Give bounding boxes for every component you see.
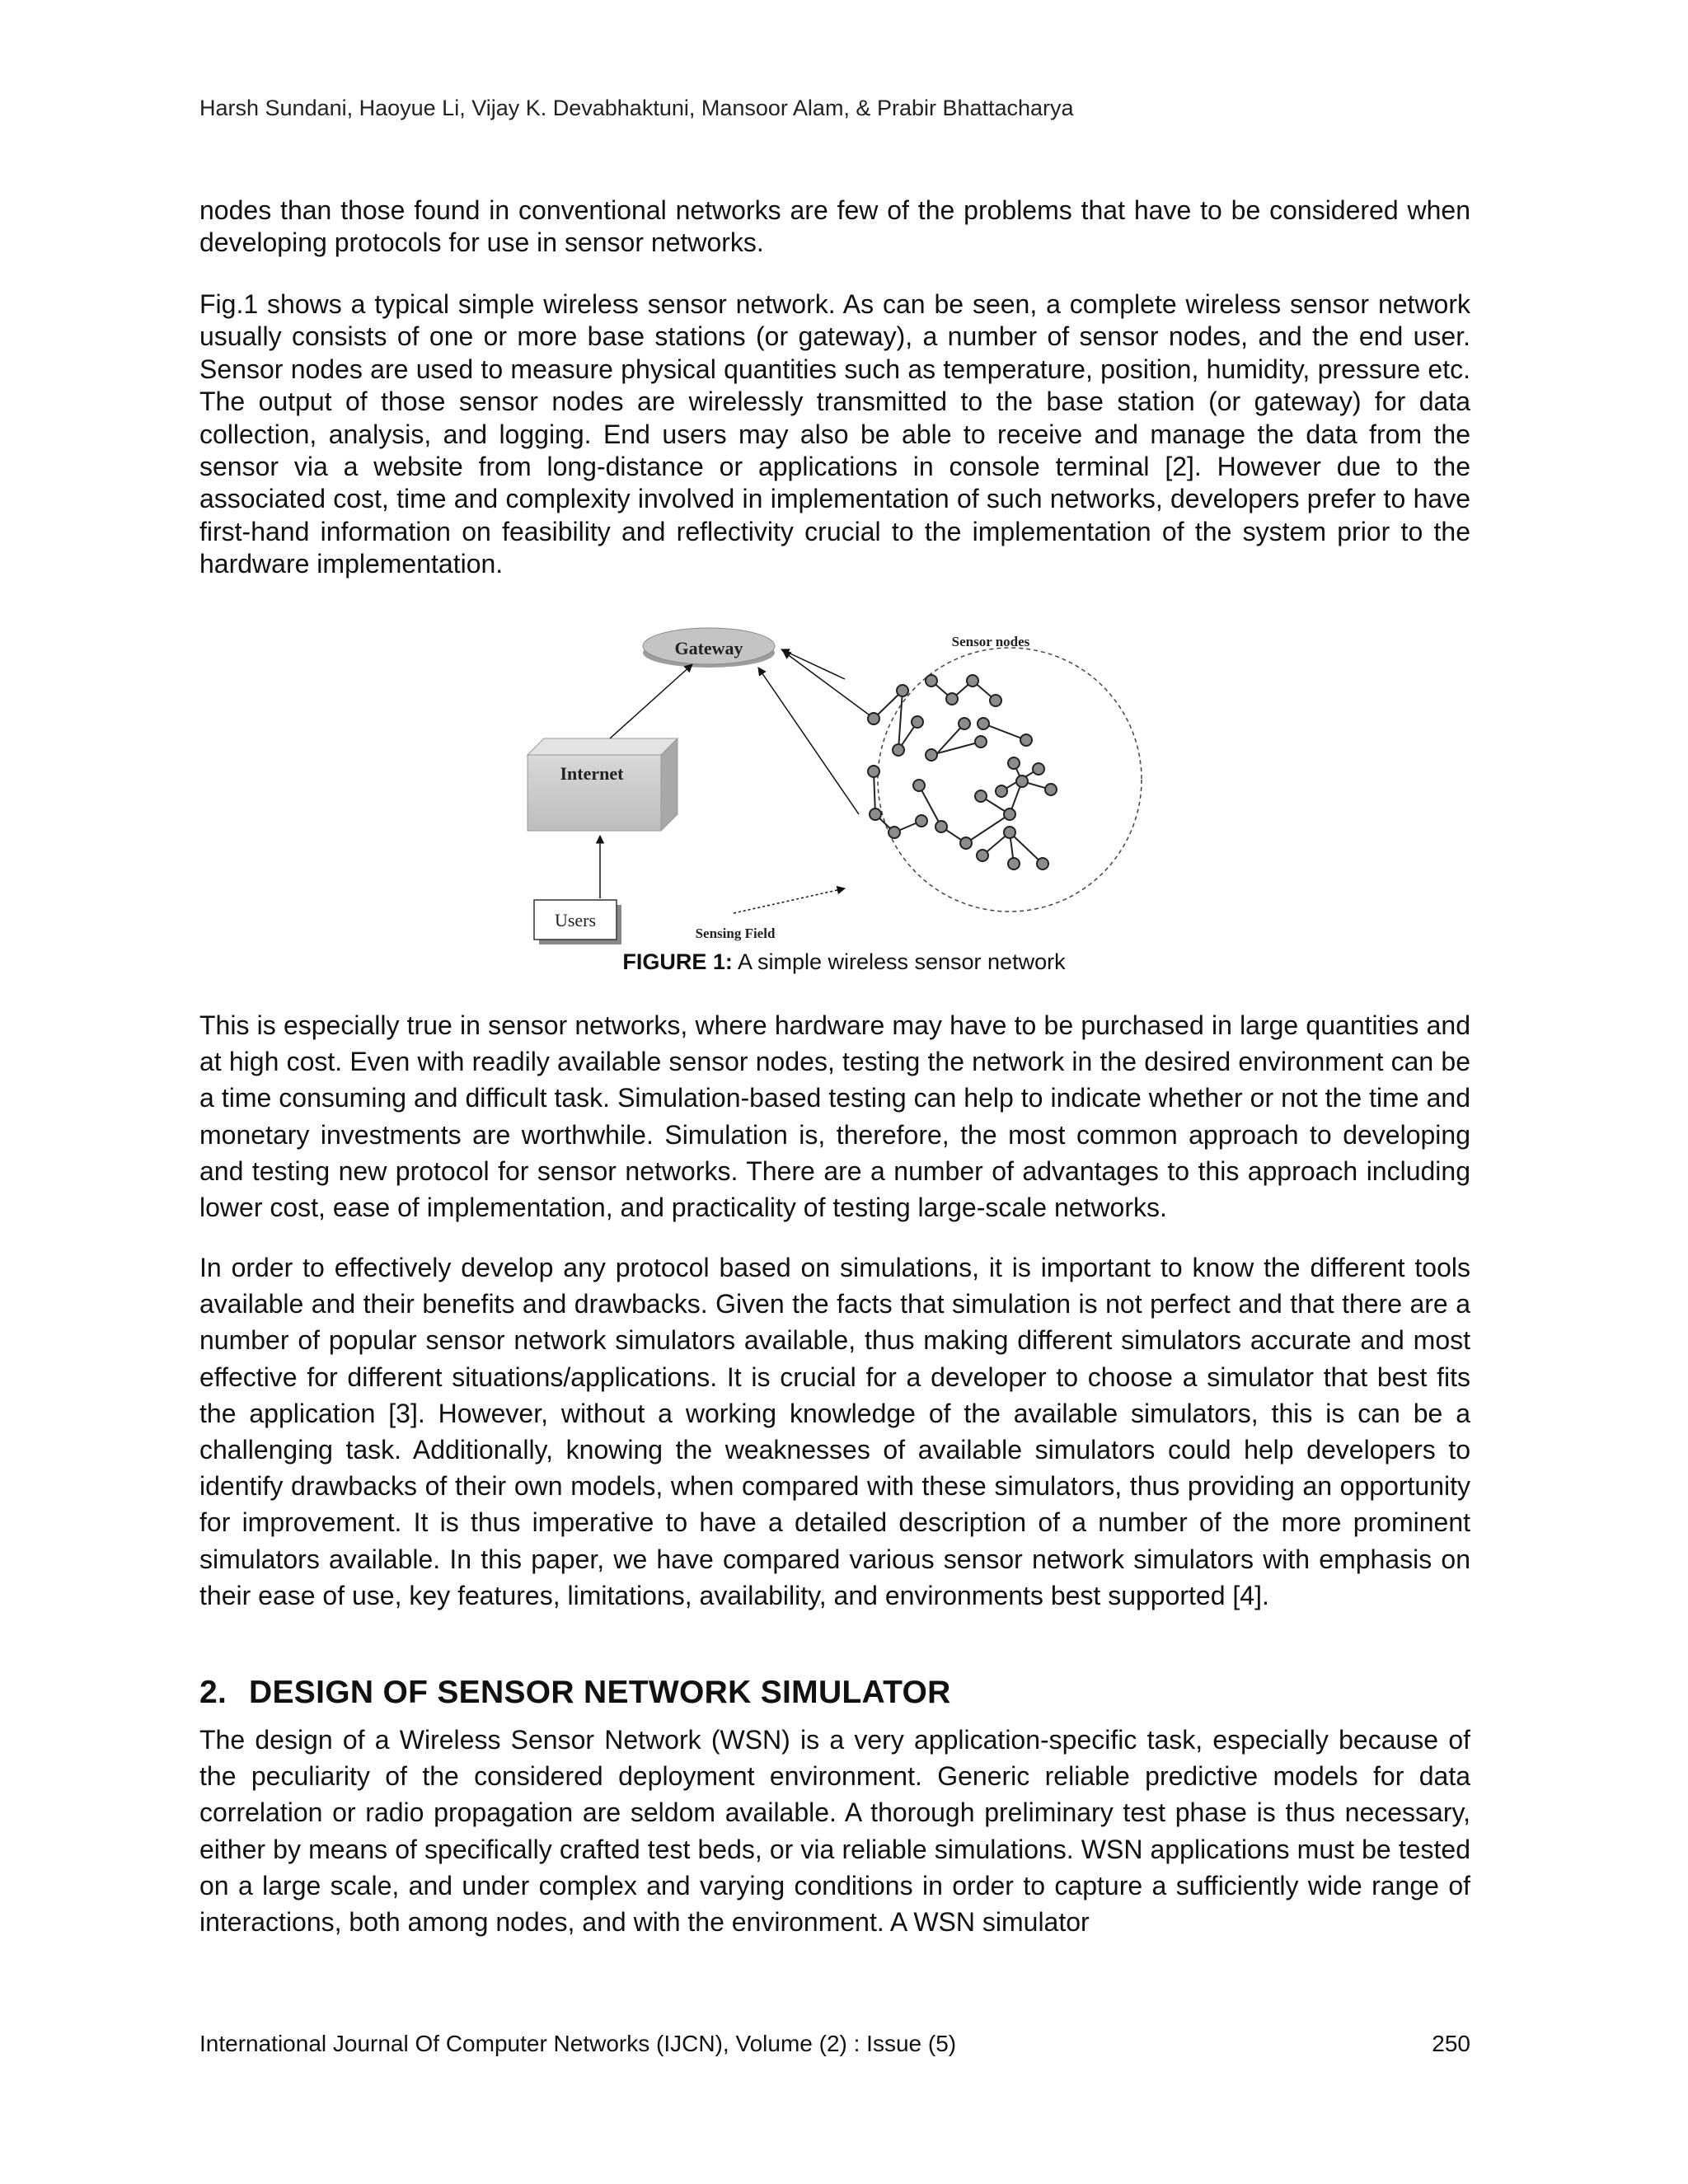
sensor-nodes-label: Sensor nodes: [951, 634, 1030, 649]
caption-label: FIGURE 1:: [622, 949, 733, 974]
sensor-links: [874, 681, 1051, 864]
caption-text: A simple wireless sensor network: [737, 949, 1066, 974]
users-box: [534, 900, 621, 944]
arrow-sensors-gateway-2: [783, 651, 872, 717]
sensor-nodes: [868, 675, 1057, 869]
page-footer: [199, 2031, 1470, 2057]
figure-1: [519, 616, 1179, 946]
section-number: 2.: [199, 1675, 227, 1710]
running-header: Harsh Sundani, Haoyue Li, Vijay K. Devabhaktuni, Mansoor Alam, & Prabir Bhattacharya: [199, 96, 1074, 120]
sensing-field-pointer: [734, 888, 845, 913]
section-heading: [199, 1675, 1470, 1711]
journal-citation: International Journal Of Computer Networks (IJCN), Volume (2) : Issue (5): [199, 2031, 957, 2056]
paragraph-text: The design of a Wireless Sensor Network (WSN) is a very application-specific task, especially because of the peculiarity of the considered deployment environment. Generic reliable predictive models for data correlation or radio propagation are seldom available. A thorough preliminary test phase is thus necessary, either by means of specifically crafted test beds, or via reliable simulations. WSN applications must be tested on a large scale, and under complex and varying conditions in order to capture a sufficiently wide range of interactions, both among nodes, and with the environment. A WSN simulator: [199, 1725, 1470, 1938]
arrow-internet-gateway: [610, 664, 692, 738]
arrow-sensors-gateway-1: [781, 649, 845, 679]
internet-label: Internet: [560, 763, 624, 784]
paragraph-text: In order to effectively develop any protocol based on simulations, it is important to know the different tools available and their benefits and drawbacks. Given the facts that simulation is not perfect and that there are a number of popular sensor network simulators available, thus making different simulators accurate and most effective for different situations/applications. It is crucial for a developer to choose a simulator that best fits the application [3]. However, without a working knowledge of the available simulators, this is can be a challenging task. Additionally, knowing the weaknesses of available simulators could help developers to identify drawbacks of their own models, when compared with these simulators, thus providing an opportunity for improvement. It is thus imperative to have a detailed description of a number of the more prominent simulators available. In this paper, we have compared various sensor network simulators with emphasis on their ease of use, key features, limitations, availability, and environments best supported [4].: [199, 1253, 1470, 1610]
figure-caption: [0, 949, 1688, 975]
gateway-node: [643, 628, 775, 668]
arrow-sensors-gateway-3: [758, 668, 859, 814]
gateway-label: Gateway: [674, 638, 743, 658]
users-label: Users: [554, 910, 597, 930]
sensing-field-label: Sensing Field: [695, 926, 776, 941]
body-paragraph-4: [199, 1249, 1470, 1614]
body-paragraph-5: [199, 1722, 1470, 1940]
page-number: 250: [1432, 2031, 1470, 2056]
paragraph-text: Fig.1 shows a typical simple wireless sensor network. As can be seen, a complete wireless sensor network usually consists of one or more base stations (or gateway), a number of sensor nodes, and the end user. Sensor nodes are used to measure physical quantities such as temperature, position, humidity, pressure etc. The output of those sensor nodes are wirelessly transmitted to the base station (or gateway) for data collection, analysis, and logging. End users may also be able to receive and manage the data from the sensor via a website from long-distance or applications in console terminal [2]. However due to the associated cost, time and complexity involved in implementation of such networks, developers prefer to have first-hand information on feasibility and reflectivity crucial to the implementation of the system prior to the hardware implementation.: [199, 289, 1470, 579]
paragraph-text: nodes than those found in conventional networks are few of the problems that have to be considered when developing protocols for use in sensor networks.: [199, 195, 1470, 258]
internet-box: [528, 738, 678, 831]
body-paragraph-2: [199, 288, 1470, 581]
section-title: [199, 1675, 1470, 1711]
body-paragraph-3: [199, 1007, 1470, 1226]
paragraph-text: This is especially true in sensor networks, where hardware may have to be purchased in large quantities and at high cost. Even with readily available sensor nodes, testing the network in the desired environment can be a time consuming and difficult task. Simulation-based testing can help to indicate whether or not the time and monetary investments are worthwhile. Simulation is, therefore, the most common approach to developing and testing new protocol for sensor networks. There are a number of advantages to this approach including lower cost, ease of implementation, and practicality of testing large-scale networks.: [199, 1010, 1470, 1223]
body-paragraph-1: [199, 194, 1470, 260]
section-title-text: DESIGN OF SENSOR NETWORK SIMULATOR: [249, 1675, 951, 1710]
